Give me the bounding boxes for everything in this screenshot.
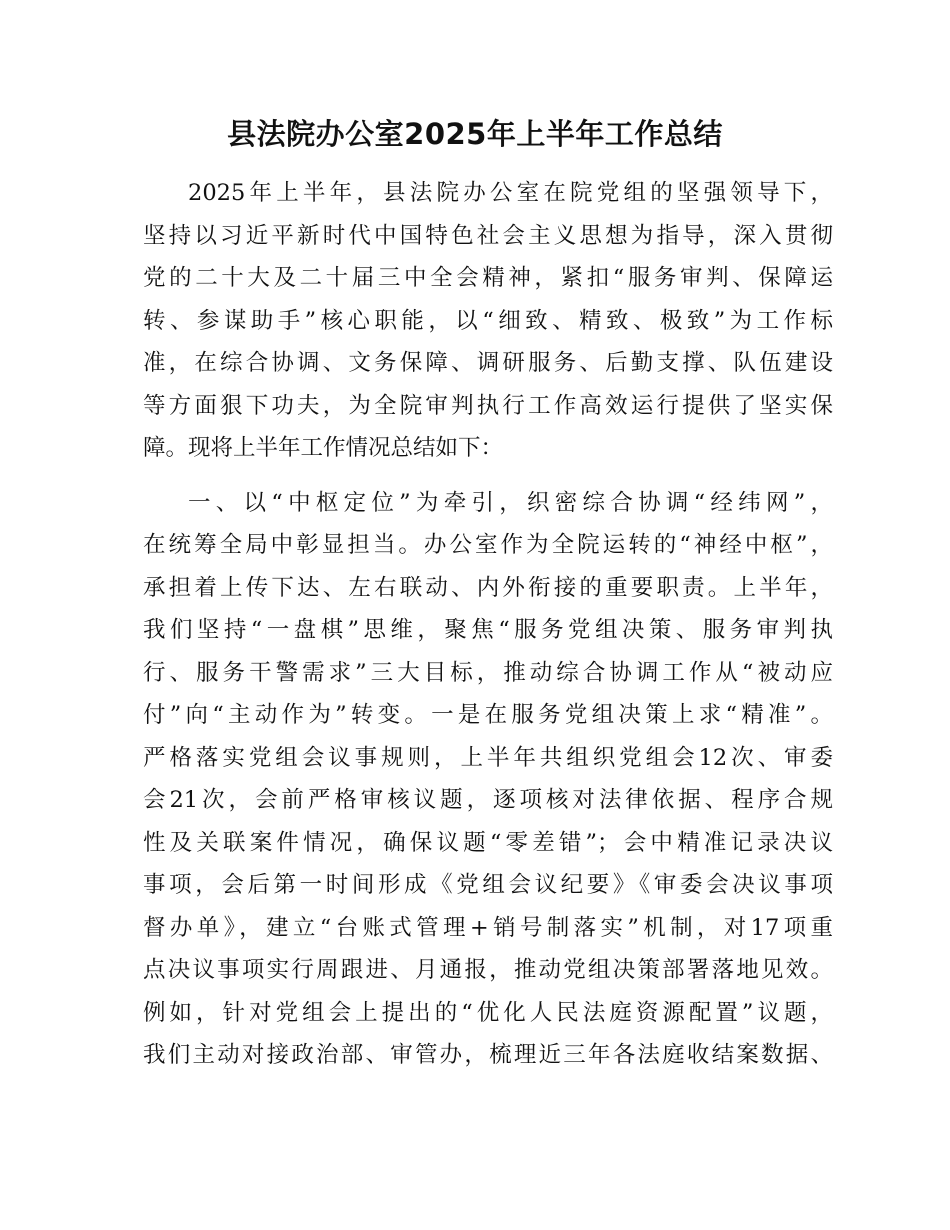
text-line: 等方面狠下功夫，为全院审判执行工作高效运行提供了坚实保 bbox=[143, 392, 833, 419]
text-line: 付”向“主动作为”转变。一是在服务党组决策上求“精准”。 bbox=[143, 702, 833, 728]
text-line: 例如，针对党组会上提出的“优化人民法庭资源配置”议题， bbox=[143, 999, 833, 1026]
text-line: 事项，会后第一时间形成《党组会议纪要》《审委会决议事项 bbox=[143, 872, 833, 898]
text-line: 我们坚持“一盘棋”思维，聚焦“服务党组决策、服务审判执 bbox=[143, 617, 833, 643]
text-line: 会21次，会前严格审核议题，逐项核对法律依据、程序合规 bbox=[143, 787, 833, 813]
text-line: 性及关联案件情况，确保议题“零差错”；会中精准记录决议 bbox=[143, 829, 833, 856]
document-body bbox=[143, 172, 833, 1077]
text-line: 2025年上半年，县法院办公室在院党组的坚强领导下， bbox=[188, 180, 833, 206]
text-line: 严格落实党组会议事规则，上半年共组织党组会12次、审委 bbox=[143, 744, 833, 771]
text-line: 障。现将上半年工作情况总结如下： bbox=[143, 435, 504, 461]
text-line: 点决议事项实行周跟进、月通报，推动党组决策部署落地见效。 bbox=[143, 957, 833, 983]
text-line: 坚持以习近平新时代中国特色社会主义思想为指导，深入贯彻 bbox=[143, 222, 833, 249]
text-line: 承担着上传下达、左右联动、内外衔接的重要职责。上半年， bbox=[143, 574, 833, 601]
paragraph-section-one bbox=[143, 482, 833, 1077]
text-line: 行、服务干警需求”三大目标，推动综合协调工作从“被动应 bbox=[143, 659, 833, 686]
document-title: 县法院办公室2025年上半年工作总结 bbox=[227, 117, 723, 151]
text-line: 我们主动对接政治部、审管办，梳理近三年各法庭收结案数据、 bbox=[143, 1042, 833, 1068]
text-line: 在统筹全局中彰显担当。办公室作为全院运转的“神经中枢”， bbox=[143, 532, 833, 558]
text-line: 转、参谋助手”核心职能，以“细致、精致、极致”为工作标 bbox=[143, 307, 833, 334]
text-line: 准，在综合协调、文务保障、调研服务、后勤支撑、队伍建设 bbox=[143, 350, 833, 376]
text-line: 督办单》，建立“台账式管理+销号制落实”机制，对17项重 bbox=[143, 914, 833, 941]
text-line: 一、以“中枢定位”为牵引，织密综合协调“经纬网”， bbox=[188, 489, 833, 516]
text-line: 党的二十大及二十届三中全会精神，紧扣“服务审判、保障运 bbox=[143, 265, 833, 291]
paragraph-intro bbox=[143, 172, 833, 470]
